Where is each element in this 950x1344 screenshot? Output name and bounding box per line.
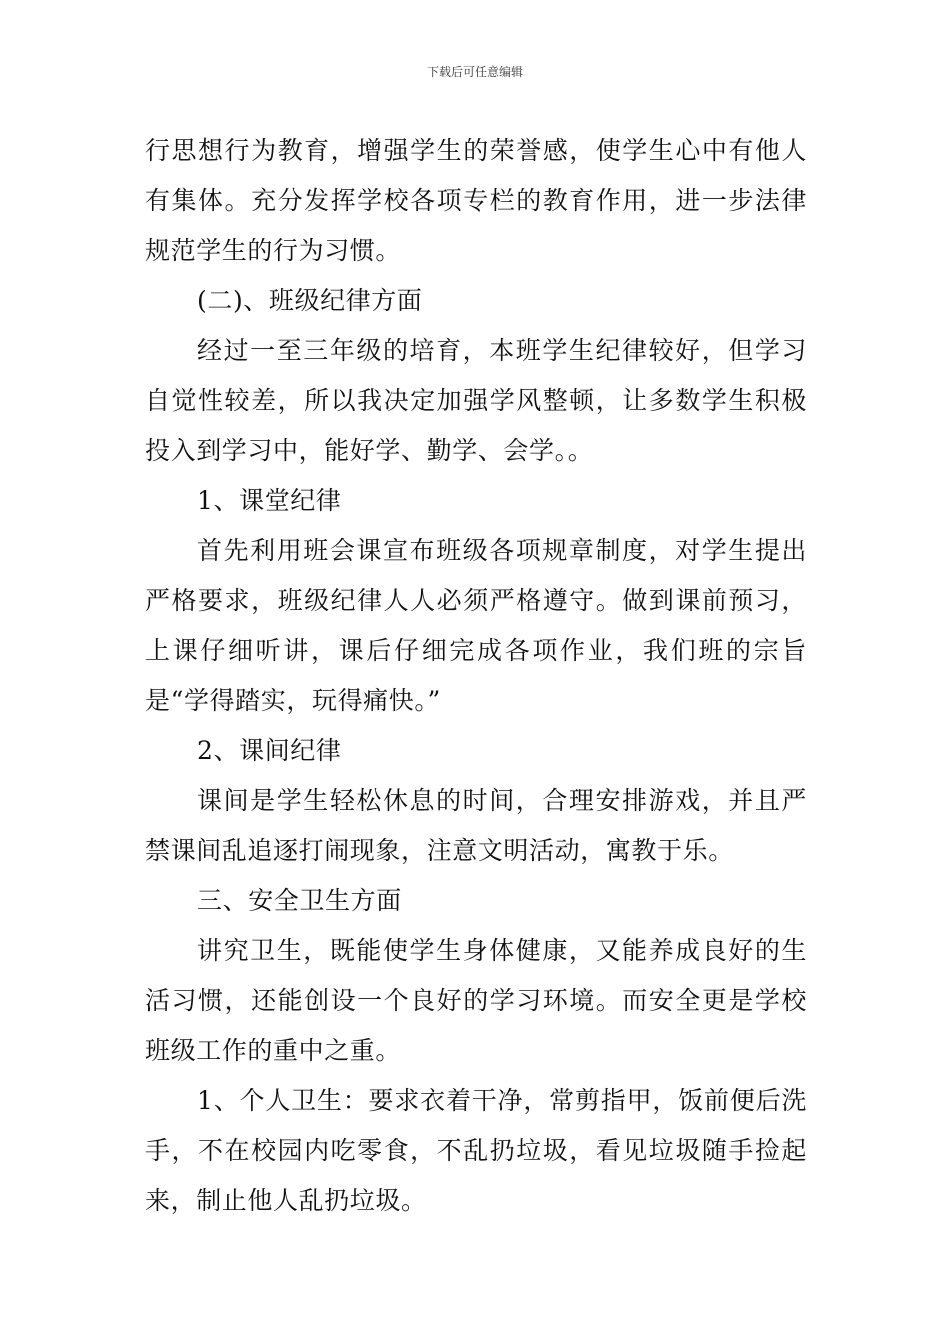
subheading-break-discipline: 2、课间纪律 bbox=[197, 736, 342, 765]
heading-safety-hygiene: 三、安全卫生方面 bbox=[197, 886, 402, 915]
heading-class-discipline: (二)、班级纪律方面 bbox=[197, 286, 423, 315]
document-body bbox=[145, 126, 807, 1226]
paragraph-6: 1、个人卫生：要求衣着干净，常剪指甲，饭前便后洗手，不在校园内吃零食，不乱扔垃圾，看见垃圾随手捡起来，制止他人乱扔垃圾。 bbox=[145, 1086, 807, 1215]
paragraph-5: 讲究卫生，既能使学生身体健康，又能养成良好的生活习惯，还能创设一个良好的学习环境。而安全更是学校班级工作的重中之重。 bbox=[145, 936, 807, 1065]
subheading-classroom-discipline: 1、课堂纪律 bbox=[197, 486, 342, 515]
page-header-note: 下载后可任意编辑 bbox=[426, 65, 523, 79]
paragraph-2: 经过一至三年级的培育，本班学生纪律较好，但学习自觉性较差，所以我决定加强学风整顿，让多数学生积极投入到学习中，能好学、勤学、会学。。 bbox=[145, 336, 807, 465]
paragraph-3: 首先利用班会课宣布班级各项规章制度，对学生提出严格要求，班级纪律人人必须严格遵守。做到课前预习，上课仔细听讲，课后仔细完成各项作业，我们班的宗旨是“学得踏实，玩得痛快。” bbox=[145, 536, 807, 715]
paragraph-1: 行思想行为教育，增强学生的荣誉感，使学生心中有他人有集体。充分发挥学校各项专栏的教育作用，进一步法律规范学生的行为习惯。 bbox=[145, 136, 807, 265]
paragraph-4: 课间是学生轻松休息的时间，合理安排游戏，并且严禁课间乱追逐打闹现象，注意文明活动，寓教于乐。 bbox=[145, 786, 807, 865]
